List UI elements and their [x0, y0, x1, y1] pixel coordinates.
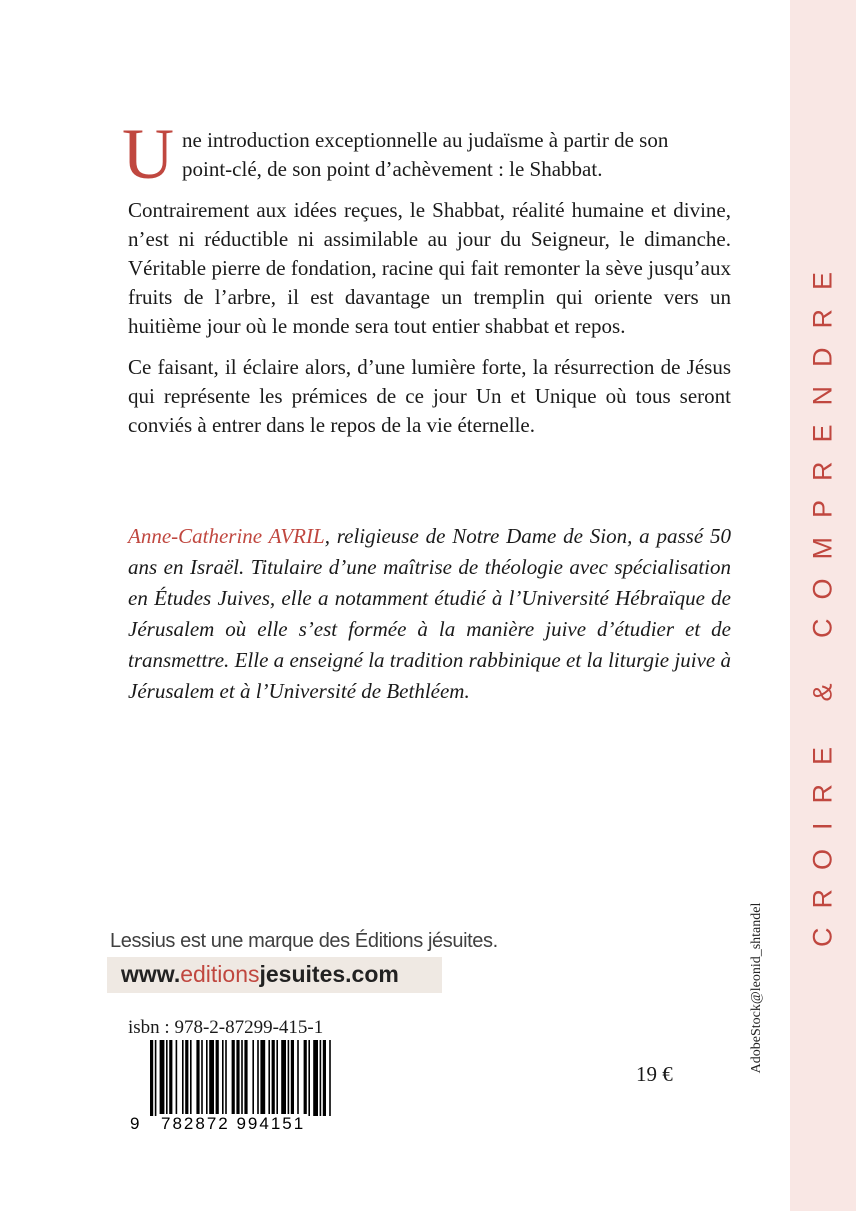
barcode-bar: [160, 1040, 165, 1116]
barcode-bar: [268, 1040, 270, 1116]
paragraph-2: Ce faisant, il éclaire alors, d’une lumière forte, la résurrection de Jésus qui représente les prémices de ce jour Un et Unique où tous seront conviés à entrer dans le repos de la vie éternelle.: [128, 355, 731, 437]
photo-credit: AdobeStock@leonid_shtandel: [749, 902, 764, 1074]
barcode-bar: [320, 1040, 322, 1116]
barcode-bar: [329, 1040, 331, 1116]
barcode-bar: [150, 1040, 153, 1116]
barcode-bar: [323, 1040, 326, 1116]
barcode-bar: [308, 1040, 310, 1116]
barcode-bar: [313, 1040, 318, 1116]
barcode-bar: [244, 1040, 247, 1116]
website-url[interactable]: [121, 961, 399, 988]
barcode-number: [128, 1112, 338, 1136]
barcode-bar: [196, 1040, 199, 1116]
barcode-bar: [222, 1040, 224, 1116]
barcode-bar: [291, 1040, 294, 1116]
barcode-bar: [190, 1040, 192, 1116]
isbn: isbn : 978-2-87299-415-1: [128, 1017, 324, 1038]
barcode-bar: [297, 1040, 299, 1116]
url-mid: editions: [180, 961, 260, 987]
price: 19 €: [636, 1062, 673, 1086]
drop-cap: U: [122, 114, 174, 194]
intro-line-1: ne introduction exceptionnelle au judaïsme à partir de son: [182, 128, 669, 152]
barcode-bar: [201, 1040, 203, 1116]
barcode-bar: [260, 1040, 265, 1116]
barcode-bar: [182, 1040, 184, 1116]
url-prefix: www.: [121, 961, 181, 987]
barcode-bar: [225, 1040, 227, 1116]
barcode-bar: [206, 1040, 208, 1116]
barcode-bar: [176, 1040, 178, 1116]
barcode-bar: [288, 1040, 290, 1116]
author-name: Anne-Catherine AVRIL: [128, 524, 325, 548]
author-bio: [128, 521, 731, 707]
series-title: CROIRE & COMPRENDRE: [807, 252, 838, 948]
barcode-bar: [257, 1040, 259, 1116]
barcode-bar: [232, 1040, 235, 1116]
barcode-bar: [252, 1040, 254, 1116]
barcode-digits: 782872 994151: [158, 1114, 308, 1134]
intro-line-2: point-clé, de son point d’achèvement : le Shabbat.: [182, 157, 603, 181]
barcode-bar: [236, 1040, 239, 1116]
barcode-bar: [216, 1040, 219, 1116]
barcode-bar: [169, 1040, 172, 1116]
intro-paragraph: [122, 114, 731, 194]
url-suffix: jesuites.com: [259, 961, 399, 987]
barcode-bar: [281, 1040, 286, 1116]
barcode-bar: [272, 1040, 275, 1116]
barcode-first-digit: 9: [130, 1114, 142, 1133]
blurb: [122, 114, 731, 452]
barcode-bar: [155, 1040, 157, 1116]
barcode-bar: [276, 1040, 278, 1116]
publisher-note: Lessius est une marque des Éditions jésuites.: [110, 930, 498, 952]
website-box: [107, 957, 442, 993]
barcode-bar: [304, 1040, 307, 1116]
barcode-bar: [166, 1040, 168, 1116]
barcode-bar: [185, 1040, 188, 1116]
paragraph-1: Contrairement aux idées reçues, le Shabbat, réalité humaine et divine, n’est ni réductible ni assimilable au jour du Seigneur, le dimanche. Véritable pierre de fondation, racine qui fait remonter la sève jusqu’aux fruits de l’arbre, il est davantage un tremplin qui oriente vers un huitième jour où le monde sera tout entier shabbat et repos.: [128, 198, 731, 338]
barcode-bar: [209, 1040, 214, 1116]
barcode-bar: [241, 1040, 243, 1116]
author-bio-text: , religieuse de Notre Dame de Sion, a passé 50 ans en Israël. Titulaire d’une maîtrise de théologie avec spécialisation en Études Juives, elle a notamment étudié à l’Université Hébraïque de Jérusalem où elle s’est formée à la manière juive d’étudier et de transmettre. Elle a enseigné la tradition rabbinique et la liturgie juive à Jérusalem et à l’Université de Bethléem.: [128, 524, 731, 703]
